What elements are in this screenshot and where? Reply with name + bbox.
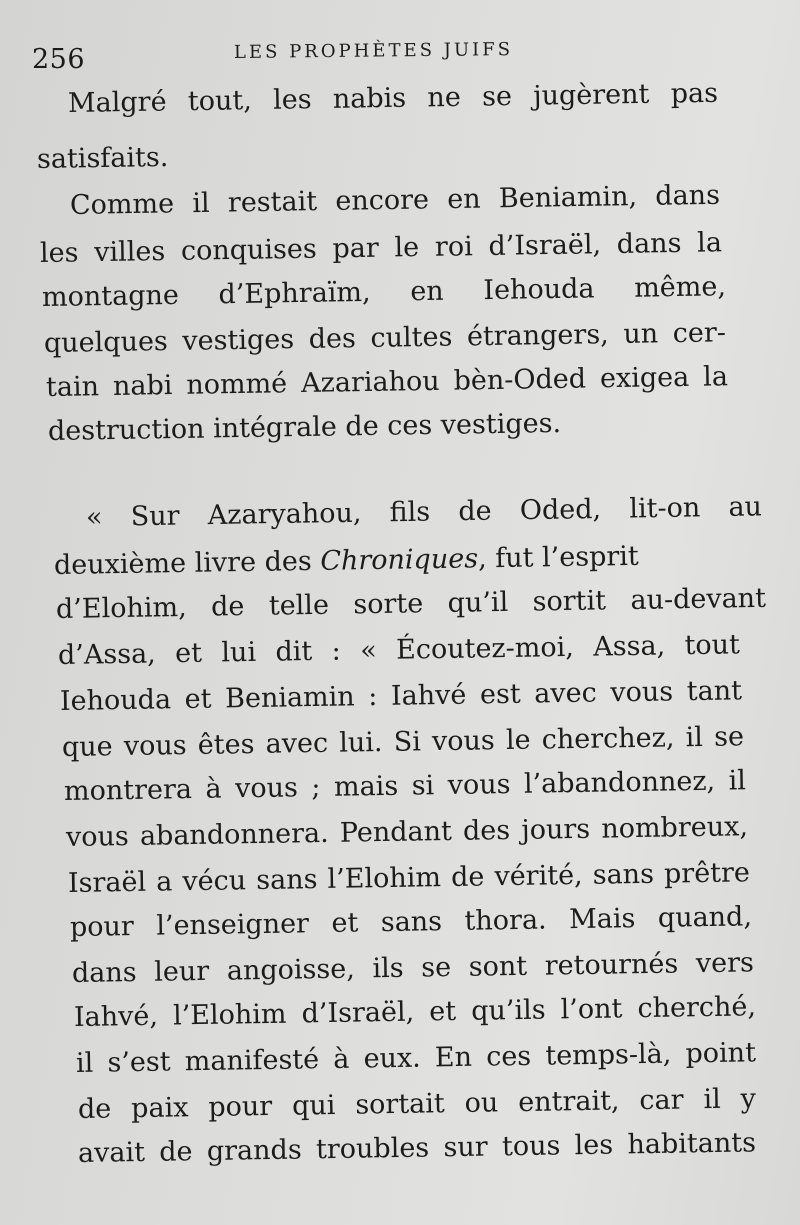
page-number: 256 (32, 44, 86, 75)
text-line: Malgré tout, les nabis ne se jugèrent pas (67, 77, 719, 119)
running-title: LES PROPHÈTES JUIFS (233, 39, 514, 63)
text-line: vous abandonnera. Pendant des jours nombreux, (65, 811, 749, 853)
text-line: montagne d’Ephraïm, en Iehouda même, (41, 271, 727, 313)
text-line: tain nabi nommé Azariahou bèn-Oded exigea la (45, 361, 729, 403)
text-line: Iahvé, l’Elohim d’Israël, et qu’ils l’ont cherché, (73, 991, 757, 1033)
text-line: destruction intégrale de ces vestiges. (47, 407, 562, 447)
text-line: dans leur angoisse, ils se sont retournés vers (71, 947, 755, 989)
text-line: quelques vestiges des cultes étrangers, un cer- (43, 317, 727, 359)
text-line: Comme il restait encore en Beniamin, dans (69, 179, 721, 221)
text-segment: , fut l’esprit (477, 540, 639, 575)
text-segment: deuxième livre des (53, 545, 321, 581)
text-line: Israël a vécu sans l’Elohim de vérité, sans prêtre (67, 857, 751, 899)
book-title-italic: Chroniques (320, 543, 479, 577)
text-line: pour l’enseigner et sans thora. Mais quand, (69, 901, 753, 943)
text-line: il s’est manifesté à eux. En ces temps-là, point (75, 1037, 757, 1079)
text-line: avait de grands troubles sur tous les habitants (77, 1127, 757, 1169)
text-line: montrera à vous ; mais si vous l’abandonnez, il (63, 765, 747, 807)
text-line: d’Elohim, de telle sorte qu’il sortit au-devant (55, 582, 767, 625)
text-line: satisfaits. (36, 141, 169, 175)
text-line: d’Assa, et lui dit : « Écoutez-moi, Assa, tout (57, 629, 741, 671)
text-line: Iehouda et Beniamin : Iahvé est avec vous tant (59, 675, 743, 717)
text-line: de paix pour qui sortait ou entrait, car il y (77, 1083, 757, 1125)
text-line: « Sur Azaryahou, fils de Oded, lit-on au (85, 491, 763, 533)
text-line-with-italic (54, 541, 764, 579)
text-line: que vous êtes avec lui. Si vous le cherchez, il se (61, 721, 745, 763)
text-line: les villes conquises par le roi d’Israël, dans la (39, 227, 723, 269)
